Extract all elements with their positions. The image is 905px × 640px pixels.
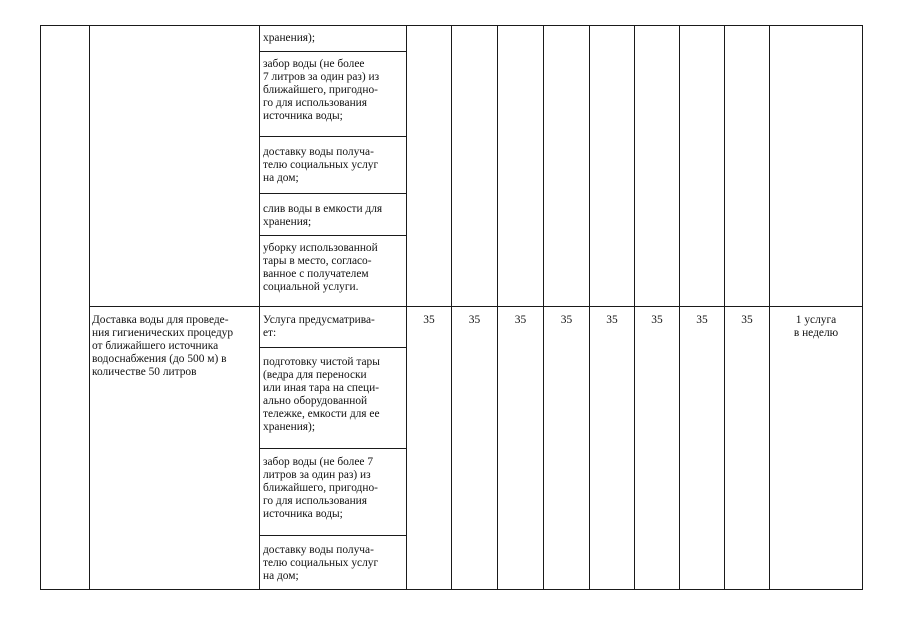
- table-border-right: [862, 25, 863, 590]
- service-name: [92, 314, 257, 379]
- row-divider: [259, 136, 406, 137]
- column-divider: [497, 25, 498, 590]
- text-line: количестве 50 литров: [92, 366, 197, 379]
- text-line: тары в место, согласо-: [263, 255, 372, 268]
- value-cell: 35: [423, 314, 435, 326]
- value-cell: 35: [468, 314, 481, 326]
- column-divider: [589, 25, 590, 590]
- text-line: водоснабжения (до 500 м) в: [92, 353, 227, 366]
- text-line: тележке, емкости для ее: [263, 408, 380, 421]
- text-line: ально оборудованной: [263, 395, 368, 408]
- row-divider: [259, 347, 406, 348]
- row-divider: [259, 535, 406, 536]
- text-line: уборку использованной: [263, 242, 378, 254]
- text-line: ния гигиенических процедур: [92, 327, 234, 340]
- column-divider: [724, 25, 725, 590]
- column-divider: [89, 25, 90, 590]
- text-line: забор воды (не более: [263, 58, 365, 70]
- text-line: хранения;: [263, 216, 312, 229]
- text-line: на дом;: [263, 172, 299, 185]
- text-line: от ближайшего источника: [92, 340, 219, 353]
- text-line: Услуга предусматрива-: [263, 314, 375, 326]
- column-divider: [634, 25, 635, 590]
- text-line: 7 литров за один раз) из: [263, 71, 380, 84]
- text-line: телю социальных услуг: [263, 557, 379, 570]
- text-line: на дом;: [263, 570, 299, 583]
- row-divider: [259, 448, 406, 449]
- text-line: 1 услуга: [795, 314, 837, 326]
- column-divider: [769, 25, 770, 590]
- text-line: в неделю: [793, 327, 839, 340]
- row-divider: [89, 306, 862, 307]
- text-line: ет:: [263, 327, 277, 340]
- text-line: го для использования: [263, 97, 368, 110]
- column-divider: [406, 25, 407, 590]
- service-item: [263, 544, 403, 583]
- value-cell: 35: [560, 314, 573, 326]
- service-item: [263, 146, 403, 185]
- value-cell: 35: [651, 314, 663, 326]
- frequency-cell: [770, 314, 862, 340]
- value-cell: 35: [741, 314, 753, 326]
- text-line: литров за один раз) из: [263, 469, 371, 482]
- text-line: хранения);: [263, 32, 315, 44]
- text-line: ближайшего, пригодно-: [263, 84, 378, 97]
- column-divider: [543, 25, 544, 590]
- service-item: [263, 58, 403, 123]
- text-line: забор воды (не более 7: [263, 456, 374, 468]
- text-line: (ведра для переноски: [263, 369, 367, 382]
- value-cell: 35: [606, 314, 618, 326]
- text-line: Доставка воды для проведе-: [92, 314, 229, 326]
- row-divider: [259, 193, 406, 194]
- text-line: доставку воды получа-: [263, 544, 374, 556]
- text-line: телю социальных услуг: [263, 159, 379, 172]
- service-item: [263, 203, 403, 229]
- column-divider: [259, 25, 260, 590]
- service-item: [263, 32, 403, 45]
- text-line: го для использования: [263, 495, 368, 508]
- text-line: ближайшего, пригодно-: [263, 482, 378, 495]
- text-line: источника воды;: [263, 110, 343, 123]
- text-line: хранения);: [263, 421, 315, 434]
- text-line: ванное с получателем: [263, 268, 369, 281]
- row-divider: [259, 51, 406, 52]
- text-line: слив воды в емкости для: [263, 203, 383, 215]
- value-cell: 35: [514, 314, 527, 326]
- service-item: [263, 314, 403, 340]
- column-divider: [679, 25, 680, 590]
- row-divider: [259, 235, 406, 236]
- service-item: [263, 356, 403, 435]
- value-cell: 35: [696, 314, 708, 326]
- text-line: доставку воды получа-: [263, 146, 374, 158]
- text-line: или иная тара на специ-: [263, 382, 380, 395]
- service-item: [263, 456, 403, 521]
- text-line: подготовку чистой тары: [263, 356, 380, 368]
- column-divider: [40, 25, 41, 590]
- service-item: [263, 242, 403, 294]
- text-line: социальной услуги.: [263, 281, 359, 294]
- column-divider: [451, 25, 452, 590]
- text-line: источника воды;: [263, 508, 343, 521]
